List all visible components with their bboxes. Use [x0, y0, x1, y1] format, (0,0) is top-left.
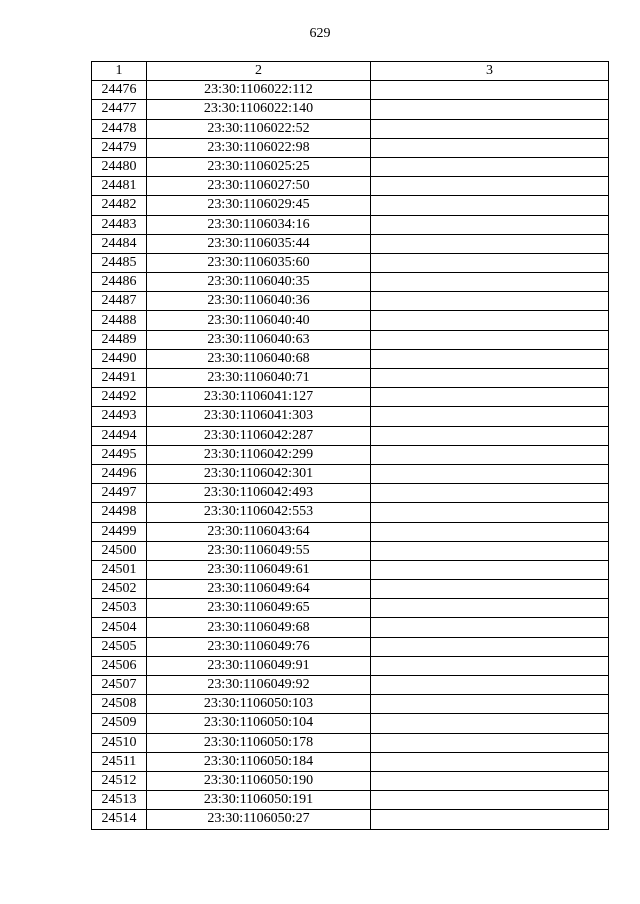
table-row	[92, 311, 609, 330]
cell-number: 24492	[92, 388, 147, 407]
table-row	[92, 100, 609, 119]
cell-number: 24510	[92, 733, 147, 752]
cell-cadastral-number: 23:30:1106049:92	[147, 676, 371, 695]
table-row	[92, 138, 609, 157]
cell-cadastral-number: 23:30:1106050:27	[147, 810, 371, 829]
cell-note	[371, 177, 609, 196]
cell-note	[371, 234, 609, 253]
cell-number: 24502	[92, 580, 147, 599]
cell-cadastral-number: 23:30:1106049:64	[147, 580, 371, 599]
table-row	[92, 445, 609, 464]
cell-note	[371, 791, 609, 810]
cell-cadastral-number: 23:30:1106050:184	[147, 752, 371, 771]
cell-number: 24497	[92, 484, 147, 503]
cell-note	[371, 560, 609, 579]
cell-note	[371, 369, 609, 388]
cell-cadastral-number: 23:30:1106042:301	[147, 464, 371, 483]
table-row	[92, 656, 609, 675]
table-row	[92, 81, 609, 100]
table-row	[92, 349, 609, 368]
table-row	[92, 560, 609, 579]
cell-number: 24512	[92, 771, 147, 790]
cell-cadastral-number: 23:30:1106040:63	[147, 330, 371, 349]
cell-cadastral-number: 23:30:1106027:50	[147, 177, 371, 196]
cell-cadastral-number: 23:30:1106042:287	[147, 426, 371, 445]
cell-note	[371, 676, 609, 695]
cell-cadastral-number: 23:30:1106022:52	[147, 119, 371, 138]
cell-cadastral-number: 23:30:1106025:25	[147, 157, 371, 176]
table-row	[92, 157, 609, 176]
table-header-row	[92, 62, 609, 81]
cell-cadastral-number: 23:30:1106040:71	[147, 369, 371, 388]
cell-number: 24505	[92, 637, 147, 656]
cell-cadastral-number: 23:30:1106040:40	[147, 311, 371, 330]
table-row	[92, 599, 609, 618]
cell-number: 24494	[92, 426, 147, 445]
cell-note	[371, 407, 609, 426]
cell-note	[371, 503, 609, 522]
cell-cadastral-number: 23:30:1106050:104	[147, 714, 371, 733]
cell-number: 24495	[92, 445, 147, 464]
table-row	[92, 752, 609, 771]
table-row	[92, 273, 609, 292]
cell-number: 24489	[92, 330, 147, 349]
table-row	[92, 676, 609, 695]
cell-cadastral-number: 23:30:1106049:68	[147, 618, 371, 637]
cell-cadastral-number: 23:30:1106050:103	[147, 695, 371, 714]
cell-cadastral-number: 23:30:1106040:68	[147, 349, 371, 368]
cell-cadastral-number: 23:30:1106042:493	[147, 484, 371, 503]
registry-table	[91, 61, 609, 830]
cell-number: 24486	[92, 273, 147, 292]
table-row	[92, 810, 609, 829]
cell-cadastral-number: 23:30:1106042:299	[147, 445, 371, 464]
table-row	[92, 618, 609, 637]
cell-cadastral-number: 23:30:1106050:191	[147, 791, 371, 810]
table-row	[92, 196, 609, 215]
table-row	[92, 234, 609, 253]
cell-number: 24493	[92, 407, 147, 426]
cell-note	[371, 599, 609, 618]
cell-note	[371, 445, 609, 464]
cell-note	[371, 81, 609, 100]
cell-number: 24511	[92, 752, 147, 771]
cell-note	[371, 771, 609, 790]
table-row	[92, 215, 609, 234]
table-row	[92, 580, 609, 599]
table-row	[92, 426, 609, 445]
table-row	[92, 733, 609, 752]
table-row	[92, 695, 609, 714]
cell-note	[371, 637, 609, 656]
cell-note	[371, 484, 609, 503]
table-row	[92, 407, 609, 426]
cell-note	[371, 580, 609, 599]
cell-number: 24481	[92, 177, 147, 196]
table-row	[92, 292, 609, 311]
table-row	[92, 522, 609, 541]
table-row	[92, 177, 609, 196]
cell-cadastral-number: 23:30:1106041:127	[147, 388, 371, 407]
column-header-3: 3	[371, 62, 609, 81]
cell-note	[371, 714, 609, 733]
cell-cadastral-number: 23:30:1106022:98	[147, 138, 371, 157]
cell-note	[371, 138, 609, 157]
table-row	[92, 541, 609, 560]
cell-number: 24513	[92, 791, 147, 810]
cell-cadastral-number: 23:30:1106049:76	[147, 637, 371, 656]
cell-note	[371, 330, 609, 349]
cell-note	[371, 695, 609, 714]
cell-number: 24504	[92, 618, 147, 637]
cell-number: 24514	[92, 810, 147, 829]
cell-number: 24498	[92, 503, 147, 522]
cell-note	[371, 426, 609, 445]
cell-note	[371, 253, 609, 272]
cell-note	[371, 157, 609, 176]
cell-note	[371, 656, 609, 675]
cell-cadastral-number: 23:30:1106049:61	[147, 560, 371, 579]
cell-number: 24487	[92, 292, 147, 311]
table-row	[92, 119, 609, 138]
cell-note	[371, 541, 609, 560]
cell-number: 24508	[92, 695, 147, 714]
cell-number: 24496	[92, 464, 147, 483]
cell-number: 24491	[92, 369, 147, 388]
cell-number: 24485	[92, 253, 147, 272]
cell-number: 24507	[92, 676, 147, 695]
cell-cadastral-number: 23:30:1106040:36	[147, 292, 371, 311]
cell-number: 24484	[92, 234, 147, 253]
cell-number: 24477	[92, 100, 147, 119]
cell-note	[371, 464, 609, 483]
cell-number: 24480	[92, 157, 147, 176]
cell-number: 24490	[92, 349, 147, 368]
cell-number: 24478	[92, 119, 147, 138]
cell-cadastral-number: 23:30:1106049:65	[147, 599, 371, 618]
cell-note	[371, 618, 609, 637]
table-row	[92, 503, 609, 522]
column-header-2: 2	[147, 62, 371, 81]
cell-number: 24506	[92, 656, 147, 675]
cell-note	[371, 810, 609, 829]
cell-cadastral-number: 23:30:1106043:64	[147, 522, 371, 541]
cell-cadastral-number: 23:30:1106042:553	[147, 503, 371, 522]
cell-number: 24483	[92, 215, 147, 234]
column-header-1: 1	[92, 62, 147, 81]
table-row	[92, 637, 609, 656]
table-row	[92, 791, 609, 810]
cell-number: 24482	[92, 196, 147, 215]
cell-cadastral-number: 23:30:1106035:60	[147, 253, 371, 272]
cell-number: 24476	[92, 81, 147, 100]
cell-note	[371, 100, 609, 119]
table-body	[92, 81, 609, 829]
cell-cadastral-number: 23:30:1106040:35	[147, 273, 371, 292]
cell-note	[371, 752, 609, 771]
table-row	[92, 484, 609, 503]
cell-note	[371, 388, 609, 407]
cell-note	[371, 119, 609, 138]
cell-number: 24503	[92, 599, 147, 618]
cell-number: 24499	[92, 522, 147, 541]
cell-number: 24479	[92, 138, 147, 157]
cell-note	[371, 311, 609, 330]
cell-number: 24500	[92, 541, 147, 560]
table-row	[92, 464, 609, 483]
cell-note	[371, 215, 609, 234]
cell-cadastral-number: 23:30:1106050:178	[147, 733, 371, 752]
table-row	[92, 714, 609, 733]
cell-cadastral-number: 23:30:1106049:55	[147, 541, 371, 560]
table-row	[92, 330, 609, 349]
cell-note	[371, 349, 609, 368]
cell-note	[371, 522, 609, 541]
cell-cadastral-number: 23:30:1106050:190	[147, 771, 371, 790]
cell-note	[371, 733, 609, 752]
cell-note	[371, 273, 609, 292]
cell-cadastral-number: 23:30:1106035:44	[147, 234, 371, 253]
table-row	[92, 369, 609, 388]
table-row	[92, 771, 609, 790]
table-row	[92, 253, 609, 272]
cell-number: 24488	[92, 311, 147, 330]
cell-note	[371, 196, 609, 215]
cell-number: 24501	[92, 560, 147, 579]
cell-note	[371, 292, 609, 311]
cell-cadastral-number: 23:30:1106041:303	[147, 407, 371, 426]
table-row	[92, 388, 609, 407]
page-number: 629	[309, 26, 331, 41]
cell-cadastral-number: 23:30:1106029:45	[147, 196, 371, 215]
cell-cadastral-number: 23:30:1106022:140	[147, 100, 371, 119]
cell-cadastral-number: 23:30:1106049:91	[147, 656, 371, 675]
cell-number: 24509	[92, 714, 147, 733]
cell-cadastral-number: 23:30:1106034:16	[147, 215, 371, 234]
cell-cadastral-number: 23:30:1106022:112	[147, 81, 371, 100]
